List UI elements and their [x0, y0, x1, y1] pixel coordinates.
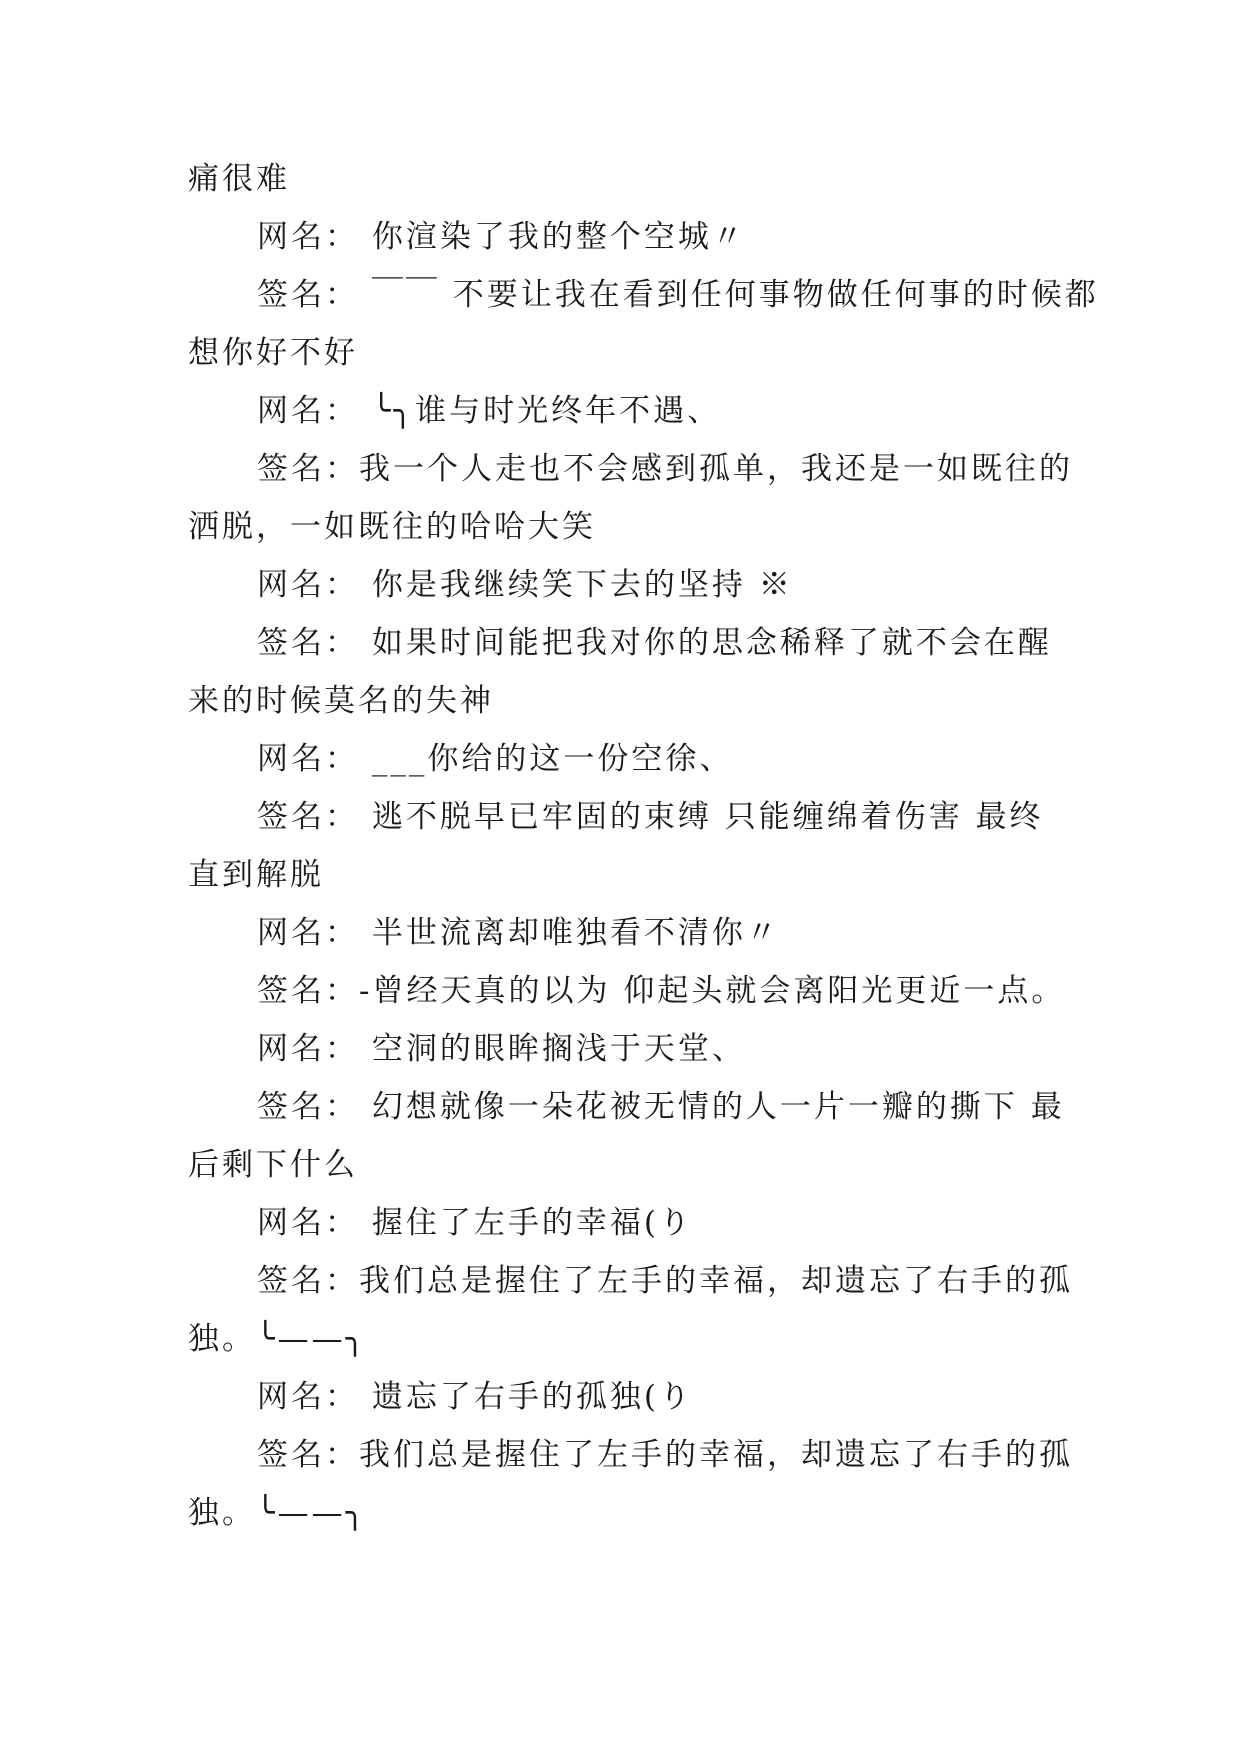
text-line-5: 网名： ╰╮谁与时光终年不遇、 [257, 393, 722, 429]
text-line-23: 签名：我们总是握住了左手的幸福，却遗忘了右手的孤 [257, 1437, 1073, 1473]
text-line-1: 痛很难 [188, 161, 290, 197]
text-line-10: 来的时候莫名的失神 [188, 683, 494, 719]
text-line-16: 网名： 空洞的眼眸搁浅于天堂、 [257, 1031, 746, 1067]
text-line-12: 签名： 逃不脱早已牢固的束缚 只能缠绵着伤害 最终 [257, 799, 1044, 835]
text-line-20: 签名：我们总是握住了左手的幸福，却遗忘了右手的孤 [257, 1263, 1073, 1299]
text-line-13: 直到解脱 [188, 857, 324, 893]
text-line-8: 网名： 你是我继续笑下去的坚持 ※ [257, 567, 793, 603]
text-line-15: 签名：-曾经天真的以为 仰起头就会离阳光更近一点。 [257, 973, 1066, 1009]
text-line-2: 网名： 你渲染了我的整个空城〃 [257, 219, 746, 255]
text-line-14: 网名： 半世流离却唯独看不清你〃 [257, 915, 780, 951]
text-line-21: 独。╰——╮ [188, 1321, 368, 1357]
text-line-4: 想你好不好 [188, 335, 358, 371]
document-page [188, 150, 1099, 1542]
text-line-24: 独。╰——╮ [188, 1495, 368, 1531]
text-line-3: 签名： ￣￣ 不要让我在看到任何事物做任何事的时候都 [257, 277, 1099, 313]
text-line-7: 洒脱，一如既往的哈哈大笑 [188, 509, 596, 545]
text-line-22: 网名： 遗忘了右手的孤独(り [257, 1379, 693, 1415]
text-line-6: 签名：我一个人走也不会感到孤单，我还是一如既往的 [257, 451, 1073, 487]
text-line-9: 签名： 如果时间能把我对你的思念稀释了就不会在醒 [257, 625, 1052, 661]
text-line-19: 网名： 握住了左手的幸福(り [257, 1205, 693, 1241]
text-line-18: 后剩下什么 [188, 1147, 358, 1183]
text-line-11: 网名： ___你给的这一份空徐、 [257, 741, 734, 777]
text-line-17: 签名： 幻想就像一朵花被无情的人一片一瓣的撕下 最 [257, 1089, 1065, 1125]
